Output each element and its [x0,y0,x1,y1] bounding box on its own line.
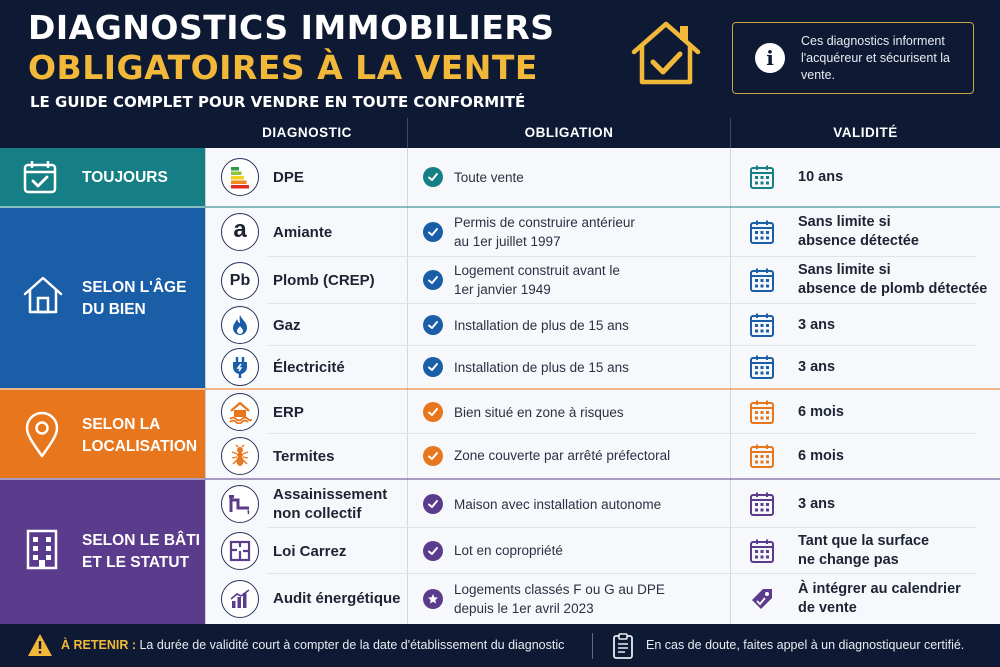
tag-icon [749,586,775,612]
column-divider [205,148,206,624]
diagnostic-name: non collectif [273,505,362,522]
category-label: SELON L'ÂGE [82,279,187,296]
column-header-validite: VALIDITÉ [731,118,1000,148]
calendar-check-icon [22,159,58,195]
asbestos-icon: a [221,213,259,251]
obligation-text: Bien situé en zone à risques [454,405,624,420]
check-icon [423,270,443,290]
category-bati [0,480,205,624]
header [0,0,1000,118]
header-divider [407,118,408,148]
location-pin-icon [22,410,62,460]
diagnostic-name: Assainissement [273,486,388,503]
building-icon [22,528,62,570]
calendar-icon [749,354,775,380]
house-check-icon [628,18,704,88]
clipboard-icon [612,632,634,660]
category-label: TOUJOURS [82,169,168,186]
info-text: Ces diagnostics informent l'acquéreur et sécurisent la vente. [801,34,950,82]
diagnostic-name: Gaz [273,317,301,334]
footer-advice: En cas de doute, faites appel à un diagnostiqueur certifié. [646,638,965,652]
plug-icon [221,348,259,386]
footer [0,624,1000,667]
diagnostic-name: Amiante [273,224,333,241]
lead-icon: Pb [221,262,259,300]
category-label: DU BIEN [82,301,146,318]
footer-divider [592,633,593,659]
validity-text: 6 mois [798,448,844,464]
obligation-text: 1er janvier 1949 [454,282,551,297]
obligation-text: Toute vente [454,170,524,185]
obligation-text: Installation de plus de 15 ans [454,360,629,375]
subtitle: LE GUIDE COMPLET POUR VENDRE EN TOUTE CONFORMITÉ [30,93,526,111]
calendar-icon [749,538,775,564]
obligation-text: au 1er juillet 1997 [454,234,561,249]
termite-icon [221,437,259,475]
info-icon: i [755,43,785,73]
info-box [732,22,974,94]
table-row [207,208,1000,257]
obligation-text: Maison avec installation autonome [454,497,662,512]
warning-icon [27,633,53,657]
table-row [207,434,1000,478]
obligation-text: Installation de plus de 15 ans [454,318,629,333]
table-row [207,480,1000,528]
table-row [207,346,1000,388]
calendar-icon [749,219,775,245]
validity-text: Tant que la surface [798,533,930,549]
energy-rating-icon [221,158,259,196]
check-icon [423,167,443,187]
validity-text: ne change pas [798,552,899,568]
check-icon [423,315,443,335]
obligation-text: Logement construit avant le [454,263,620,278]
check-icon [423,402,443,422]
category-label: SELON LA [82,416,161,433]
table-row [207,257,1000,304]
check-icon [423,357,443,377]
calendar-icon [749,267,775,293]
diagnostic-name: Loi Carrez [273,543,347,560]
footer-label: À RETENIR : [61,638,136,652]
category-label: SELON LE BÂTI [82,532,200,549]
diagnostic-name: Électricité [273,359,345,376]
calendar-icon [749,312,775,338]
calendar-icon [749,164,775,190]
table-row [207,390,1000,434]
calendar-icon [749,491,775,517]
check-icon [423,541,443,561]
bar-chart-icon [221,580,259,618]
validity-text: 3 ans [798,317,836,333]
star-icon [423,589,443,609]
diagnostic-name: Plomb (CREP) [273,272,375,289]
flame-icon [221,306,259,344]
column-header-obligation: OBLIGATION [408,118,730,148]
category-label: ET LE STATUT [82,554,190,571]
footer-text: La durée de validité court à compter de la date d'établissement du diagnostic [139,638,565,652]
footer-note [61,638,564,652]
category-toujours [0,148,205,206]
column-header-diagnostic: DIAGNOSTIC [207,118,407,148]
house-icon [22,274,64,316]
obligation-text: Lot en copropriété [454,543,563,558]
category-age [0,208,205,388]
title-line-1: DIAGNOSTICS IMMOBILIERS [28,8,555,47]
diagnostic-name: Audit énergétique [273,590,401,607]
calendar-icon [749,443,775,469]
table-row [207,528,1000,574]
validity-text: absence détectée [798,233,919,249]
validity-text: absence de plomb détectée [798,281,988,297]
check-icon [423,494,443,514]
validity-text: de vente [798,600,857,616]
category-label: LOCALISATION [82,438,198,455]
obligation-text: depuis le 1er avril 2023 [454,601,594,616]
validity-text: 10 ans [798,169,844,185]
table-row [207,148,1000,206]
diagnostic-name: Termites [273,448,335,465]
check-icon [423,446,443,466]
validity-text: 3 ans [798,359,836,375]
diagnostic-name: ERP [273,404,304,421]
obligation-text: Permis de construire antérieur [454,215,635,230]
category-localisation [0,390,205,478]
validity-text: 6 mois [798,404,844,420]
pipe-icon [221,485,259,523]
diagnostics-table [0,148,1000,624]
header-divider [730,118,731,148]
validity-text: 3 ans [798,496,836,512]
validity-text: Sans limite si [798,214,891,230]
calendar-icon [749,399,775,425]
obligation-text: Zone couverte par arrêté préfectoral [454,448,671,463]
table-row [207,304,1000,346]
table-row [207,574,1000,624]
validity-text: À intégrer au calendrier [798,581,961,597]
diagnostic-name: DPE [273,169,304,186]
validity-text: Sans limite si [798,262,891,278]
check-icon [423,222,443,242]
obligation-text: Logements classés F ou G au DPE [454,582,665,597]
floor-plan-icon [221,532,259,570]
flood-house-icon [221,393,259,431]
title-line-2: OBLIGATOIRES À LA VENTE [28,48,538,87]
